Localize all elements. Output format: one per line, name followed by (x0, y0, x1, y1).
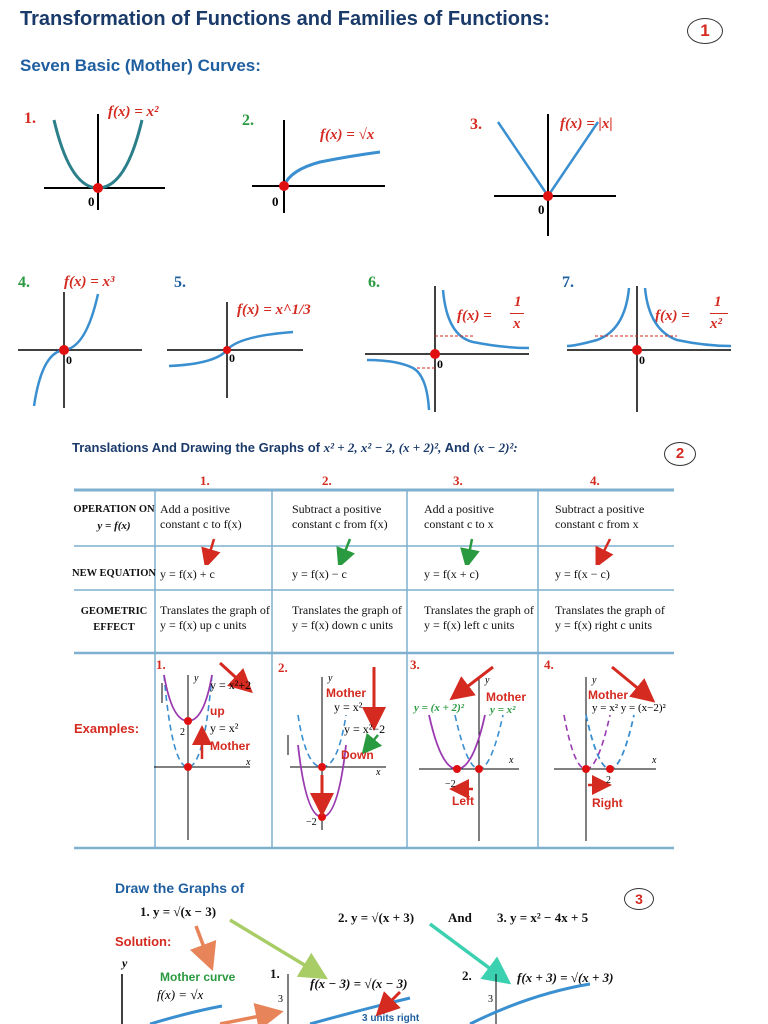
example2-axis-x: x (376, 767, 381, 778)
section3-eq2: 2. y = √(x + 3) (338, 910, 415, 925)
example1-tag-up: up (210, 704, 225, 718)
example3-eq-b: y = x² (490, 704, 516, 716)
section2-badge: 2 (664, 442, 696, 466)
curve2-label: f(x) = √x (320, 127, 375, 143)
effect-cell-1: Translates the graph of y = f(x) up c units (160, 603, 270, 632)
operation-cell-4: Subtract a positive constant c from x (555, 502, 645, 531)
operation-cell-3: Add a positive constant c to x (424, 502, 494, 531)
curve5-graph (165, 300, 305, 400)
curve7-label-den: x² (710, 316, 722, 332)
curve4-graph (16, 290, 146, 410)
example1-axis-y: y (194, 673, 199, 684)
example4-graph (550, 655, 672, 845)
curve1-zero: 0 (88, 194, 95, 209)
curve3-graph (490, 110, 620, 240)
col2-number: 2. (322, 473, 332, 488)
new-equation-cell-1: y = f(x) + c (160, 567, 215, 581)
curve1-number: 1. (24, 110, 36, 127)
curve5-zero: 0 (229, 351, 235, 365)
col1-number: 1. (200, 473, 210, 488)
section3-eq3: 3. y = x² − 4x + 5 (497, 910, 589, 925)
curve7-label-lhs: f(x) = (655, 308, 690, 324)
section2-heading (72, 440, 518, 456)
graph1-number: 1. (270, 966, 280, 981)
curve2-number: 2. (242, 112, 254, 129)
example2-eq-a: y = x²−2 (344, 722, 386, 736)
mother-curve-eq: f(x) = √x (157, 987, 204, 1002)
graph1-eq: f(x − 3) = √(x − 3) (310, 976, 408, 991)
row-label-operation-line1: OPERATION ON (73, 504, 155, 515)
curve1-label: f(x) = x² (108, 104, 159, 120)
solution-label: Solution: (115, 934, 172, 949)
curve3-label: f(x) = |x| (560, 116, 613, 132)
graph2-tick: 3 (488, 994, 493, 1005)
section3-and: And (448, 910, 472, 925)
example3-number: 3. (410, 657, 420, 672)
curve3-number: 3. (470, 116, 482, 133)
curve7-number: 7. (562, 274, 574, 291)
new-equation-cell-2: y = f(x) − c (292, 567, 347, 581)
col3-number: 3. (453, 473, 463, 488)
curve6-label-num: 1 (514, 294, 522, 310)
example4-tag-mother: Mother (588, 688, 628, 702)
example3-tick: −2 (445, 779, 456, 790)
graph2-eq: f(x + 3) = √(x + 3) (517, 970, 614, 985)
col4-number: 4. (590, 473, 600, 488)
example1-number: 1. (156, 657, 166, 672)
section2-heading-math: x² + 2, x² − 2, (x + 2)², (323, 440, 442, 455)
page-number-badge: 1 (687, 18, 723, 44)
curve7-graph (565, 284, 735, 414)
effect-cell-2: Translates the graph of y = f(x) down c units (292, 603, 402, 632)
example3-eq-a: y = (x + 2)² (414, 702, 465, 714)
example3-graph (415, 655, 543, 845)
graph1-tick: 3 (278, 994, 283, 1005)
row-label-geometric-line1: GEOMETRIC (80, 606, 148, 617)
example2-tag-mother: Mother (326, 686, 366, 700)
section3-badge: 3 (624, 888, 654, 910)
example2-axis-y: y (328, 673, 333, 684)
section3-heading: Draw the Graphs of (115, 880, 245, 896)
example2-tick: −2 (306, 817, 317, 828)
row-label-geometric-line2: EFFECT (93, 622, 135, 633)
curve7-label-num: 1 (714, 294, 722, 310)
graph1-note: 3 units right (362, 1013, 420, 1024)
mother-curve-label: Mother curve (160, 970, 236, 984)
example4-eq-a: y = x² y = (x−2)² (592, 702, 666, 714)
example1-tag-mother: Mother (210, 739, 250, 753)
row-label-examples: Examples: (74, 721, 140, 736)
curve6-zero: 0 (437, 357, 443, 371)
row-label-operation-line2: y = f(x) (97, 520, 131, 532)
operation-cell-1: Add a positive constant c to f(x) (160, 502, 242, 531)
curve2-zero: 0 (272, 194, 279, 209)
curve4-label: f(x) = x³ (64, 274, 115, 290)
example4-tick: 2 (606, 775, 611, 786)
row-label-new-equation: NEW EQUATION (72, 568, 156, 579)
example4-number: 4. (544, 657, 554, 672)
curve7-zero: 0 (639, 353, 645, 367)
example1-eq-b: y = x² (210, 721, 239, 735)
curve6-label-den: x (513, 316, 521, 332)
section3-eq1: 1. y = √(x − 3) (140, 904, 217, 919)
example1-axis-x: x (246, 757, 251, 768)
new-equation-cell-4: y = f(x − c) (555, 567, 610, 581)
curve6-graph (363, 284, 533, 414)
curve4-number: 4. (18, 274, 30, 291)
example2-eq-b: y = x² (334, 700, 363, 714)
example1-tick: 2 (180, 727, 185, 738)
example1-eq-a: y = x²+2 (210, 678, 252, 692)
curve3-zero: 0 (538, 202, 545, 217)
example2-number: 2. (278, 660, 288, 675)
effect-cell-4: Translates the graph of y = f(x) right c units (555, 603, 665, 632)
curve6-number: 6. (368, 274, 380, 291)
operation-cell-2: Subtract a positive constant c from f(x) (292, 502, 388, 531)
curve2-graph (250, 118, 390, 218)
example3-tag-left: Left (452, 794, 474, 808)
curve4-zero: 0 (66, 353, 72, 367)
section2-heading-and: And (444, 440, 470, 455)
example3-tag-mother: Mother (486, 690, 526, 704)
section3-axis-y: y (122, 956, 128, 970)
example4-axis-x: x (652, 755, 657, 766)
example4-axis-y: y (592, 675, 597, 686)
section2-heading-math2: (x − 2)²: (473, 440, 518, 455)
page-title: Transformation of Functions and Families of Functions: (20, 8, 551, 30)
row-arrows (150, 535, 670, 565)
curve5-label: f(x) = x^1/3 (237, 302, 311, 318)
section1-heading: Seven Basic (Mother) Curves: (20, 56, 261, 75)
row-label-operation (72, 502, 156, 534)
effect-cell-3: Translates the graph of y = f(x) left c units (424, 603, 534, 632)
curve1-graph (40, 110, 170, 215)
example3-axis-x: x (509, 755, 514, 766)
example4-tag-right: Right (592, 796, 623, 810)
row-label-geometric (72, 604, 156, 636)
curve6-label-lhs: f(x) = (457, 308, 492, 324)
curve5-number: 5. (174, 274, 186, 291)
graph2-number: 2. (462, 968, 472, 983)
example3-axis-y: y (485, 675, 490, 686)
section2-heading-text: Translations And Drawing the Graphs of (72, 440, 320, 455)
example2-tag-down: Down (341, 748, 374, 762)
new-equation-cell-3: y = f(x + c) (424, 567, 479, 581)
